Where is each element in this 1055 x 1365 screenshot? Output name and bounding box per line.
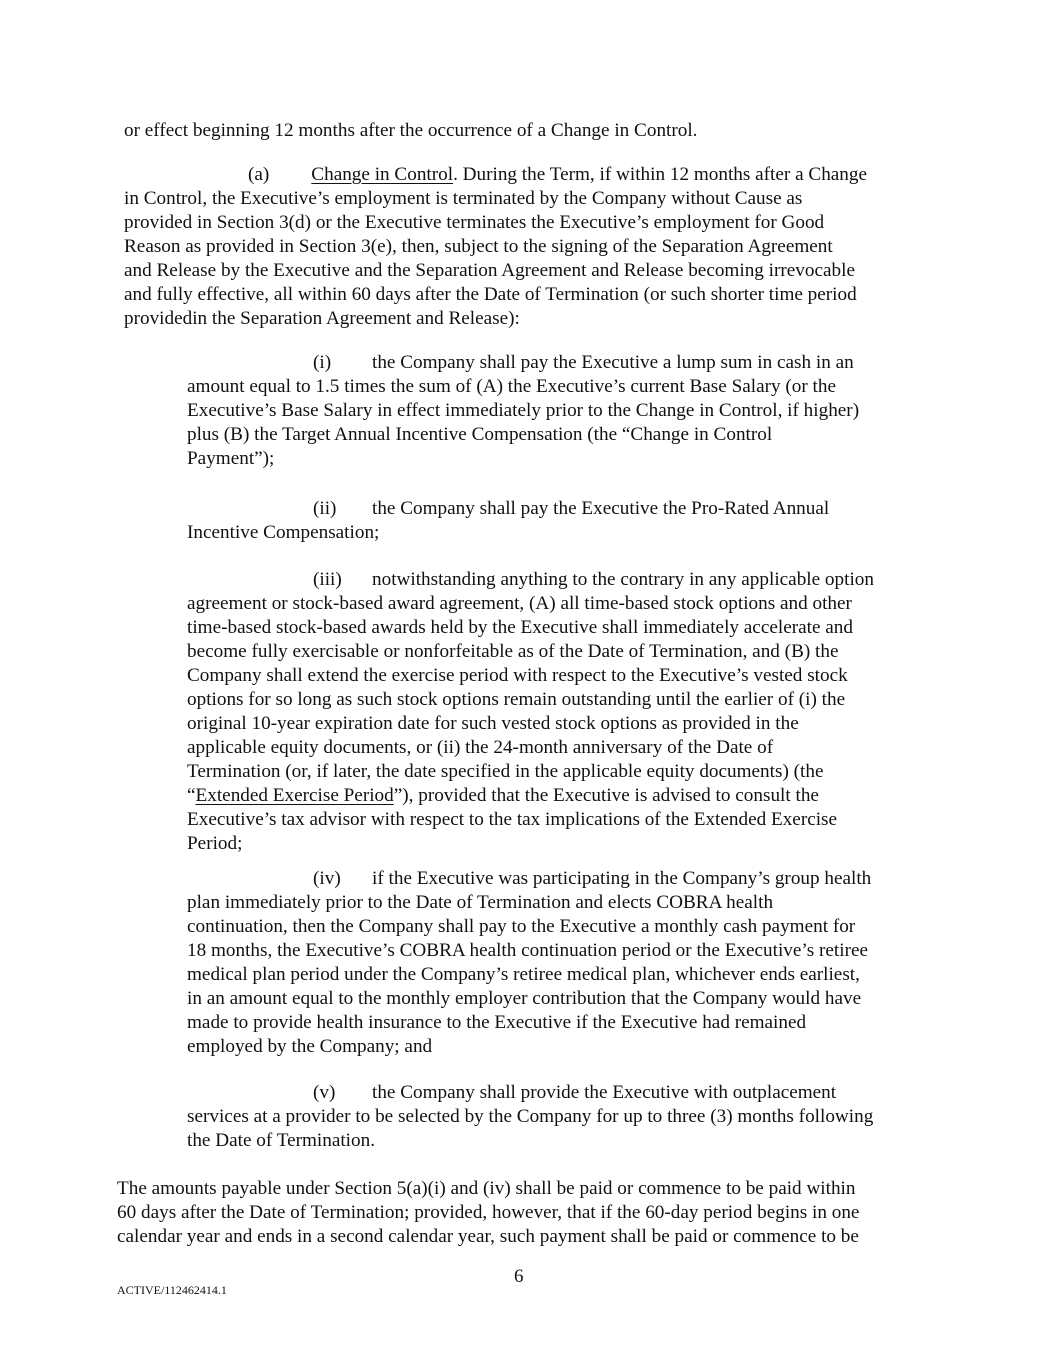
item-i-label: (i) [313, 352, 332, 373]
section-a-label: (a) [248, 164, 270, 185]
section-a-line: Reason as provided in Section 3(e), then, subject to the signing of the Separation Agreement [124, 236, 833, 257]
document-id: ACTIVE/112462414.1 [117, 1283, 227, 1297]
item-iii-line: become fully exercisable or nonforfeitable as of the Date of Termination, and (B) the [187, 641, 839, 662]
item-iii-line: applicable equity documents, or (ii) the 24-month anniversary of the Date of [187, 737, 774, 758]
item-iii-line: Period; [187, 833, 243, 854]
item-i-first-line: the Company shall pay the Executive a lump sum in cash in an [372, 352, 854, 373]
section-a-line: provided in Section 3(d) or the Executive terminates the Executive’s employment for Good [124, 212, 825, 233]
intro-line: or effect beginning 12 months after the occurrence of a Change in Control. [124, 120, 698, 141]
item-iii-line: options for so long as such stock options remain outstanding until the earlier of (i) the [187, 689, 846, 710]
item-iii-defined-term-line [187, 784, 819, 808]
item-iii-line: Company shall extend the exercise period with respect to the Executive’s vested stock [187, 665, 848, 686]
section-a-heading: Change in Control [311, 164, 454, 185]
item-iii-line: Executive’s tax advisor with respect to the tax implications of the Extended Exercise [187, 809, 838, 830]
item-iv-line: continuation, then the Company shall pay to the Executive a monthly cash payment for [187, 916, 856, 937]
item-iv-line: plan immediately prior to the Date of Termination and elects COBRA health [187, 892, 774, 913]
item-iii-line: agreement or stock-based award agreement, (A) all time-based stock options and other [187, 593, 852, 614]
item-i-line: plus (B) the Target Annual Incentive Compensation (the “Change in Control [187, 424, 773, 445]
item-iv-first-line: if the Executive was participating in the Company’s group health [372, 868, 872, 889]
section-a-first-line [248, 163, 867, 187]
section-a-line: in Control, the Executive’s employment is terminated by the Company without Cause as [124, 188, 803, 209]
section-a-line: providedin the Separation Agreement and Release): [124, 308, 520, 329]
item-iv-line: in an amount equal to the monthly employer contribution that the Company would have [187, 988, 862, 1009]
closing-line: The amounts payable under Section 5(a)(i) and (iv) shall be paid or commence to be paid within [117, 1178, 856, 1199]
item-iii-line: time-based stock-based awards held by the Executive shall immediately accelerate and [187, 617, 853, 638]
item-v-line: services at a provider to be selected by the Company for up to three (3) months following [187, 1106, 874, 1127]
item-iii-label: (iii) [313, 569, 342, 590]
item-i-line: Payment”); [187, 448, 275, 469]
defined-term-extended-exercise-period: Extended Exercise Period [195, 785, 394, 806]
section-a-line: and Release by the Executive and the Separation Agreement and Release becoming irrevocable [124, 260, 855, 281]
item-iii-line: Termination (or, if later, the date specified in the applicable equity documents) (the [187, 761, 824, 782]
item-iv-line: employed by the Company; and [187, 1036, 433, 1057]
item-iii-line: original 10-year expiration date for such vested stock options as provided in the [187, 713, 799, 734]
quote-open: “ [187, 785, 196, 806]
section-a-line: and fully effective, all within 60 days after the Date of Termination (or such shorter time period [124, 284, 857, 305]
item-ii-label: (ii) [313, 498, 337, 519]
item-iv-line: made to provide health insurance to the Executive if the Executive had remained [187, 1012, 807, 1033]
defined-term-tail: ”), provided that the Executive is advised to consult the [393, 785, 819, 806]
item-ii-line: Incentive Compensation; [187, 522, 380, 543]
item-i-line: Executive’s Base Salary in effect immediately prior to the Change in Control, if higher) [187, 400, 860, 421]
item-ii-first-line: the Company shall pay the Executive the Pro-Rated Annual [372, 498, 830, 519]
item-iii-first-line: notwithstanding anything to the contrary in any applicable option [372, 569, 874, 590]
item-i-line: amount equal to 1.5 times the sum of (A) the Executive’s current Base Salary (or the [187, 376, 836, 397]
page-number: 6 [514, 1266, 524, 1287]
item-v-label: (v) [313, 1082, 336, 1103]
section-a-line1-rest: . During the Term, if within 12 months after a Change [453, 164, 868, 185]
item-v-first-line: the Company shall provide the Executive with outplacement [372, 1082, 837, 1103]
closing-line: calendar year and ends in a second calendar year, such payment shall be paid or commence to be [117, 1226, 859, 1247]
closing-line: 60 days after the Date of Termination; provided, however, that if the 60-day period begins in one [117, 1202, 860, 1223]
item-iv-line: 18 months, the Executive’s COBRA health continuation period or the Executive’s retiree [187, 940, 868, 961]
item-iv-label: (iv) [313, 868, 341, 889]
item-iv-line: medical plan period under the Company’s retiree medical plan, whichever ends earliest, [187, 964, 860, 985]
item-v-line: the Date of Termination. [187, 1130, 375, 1151]
